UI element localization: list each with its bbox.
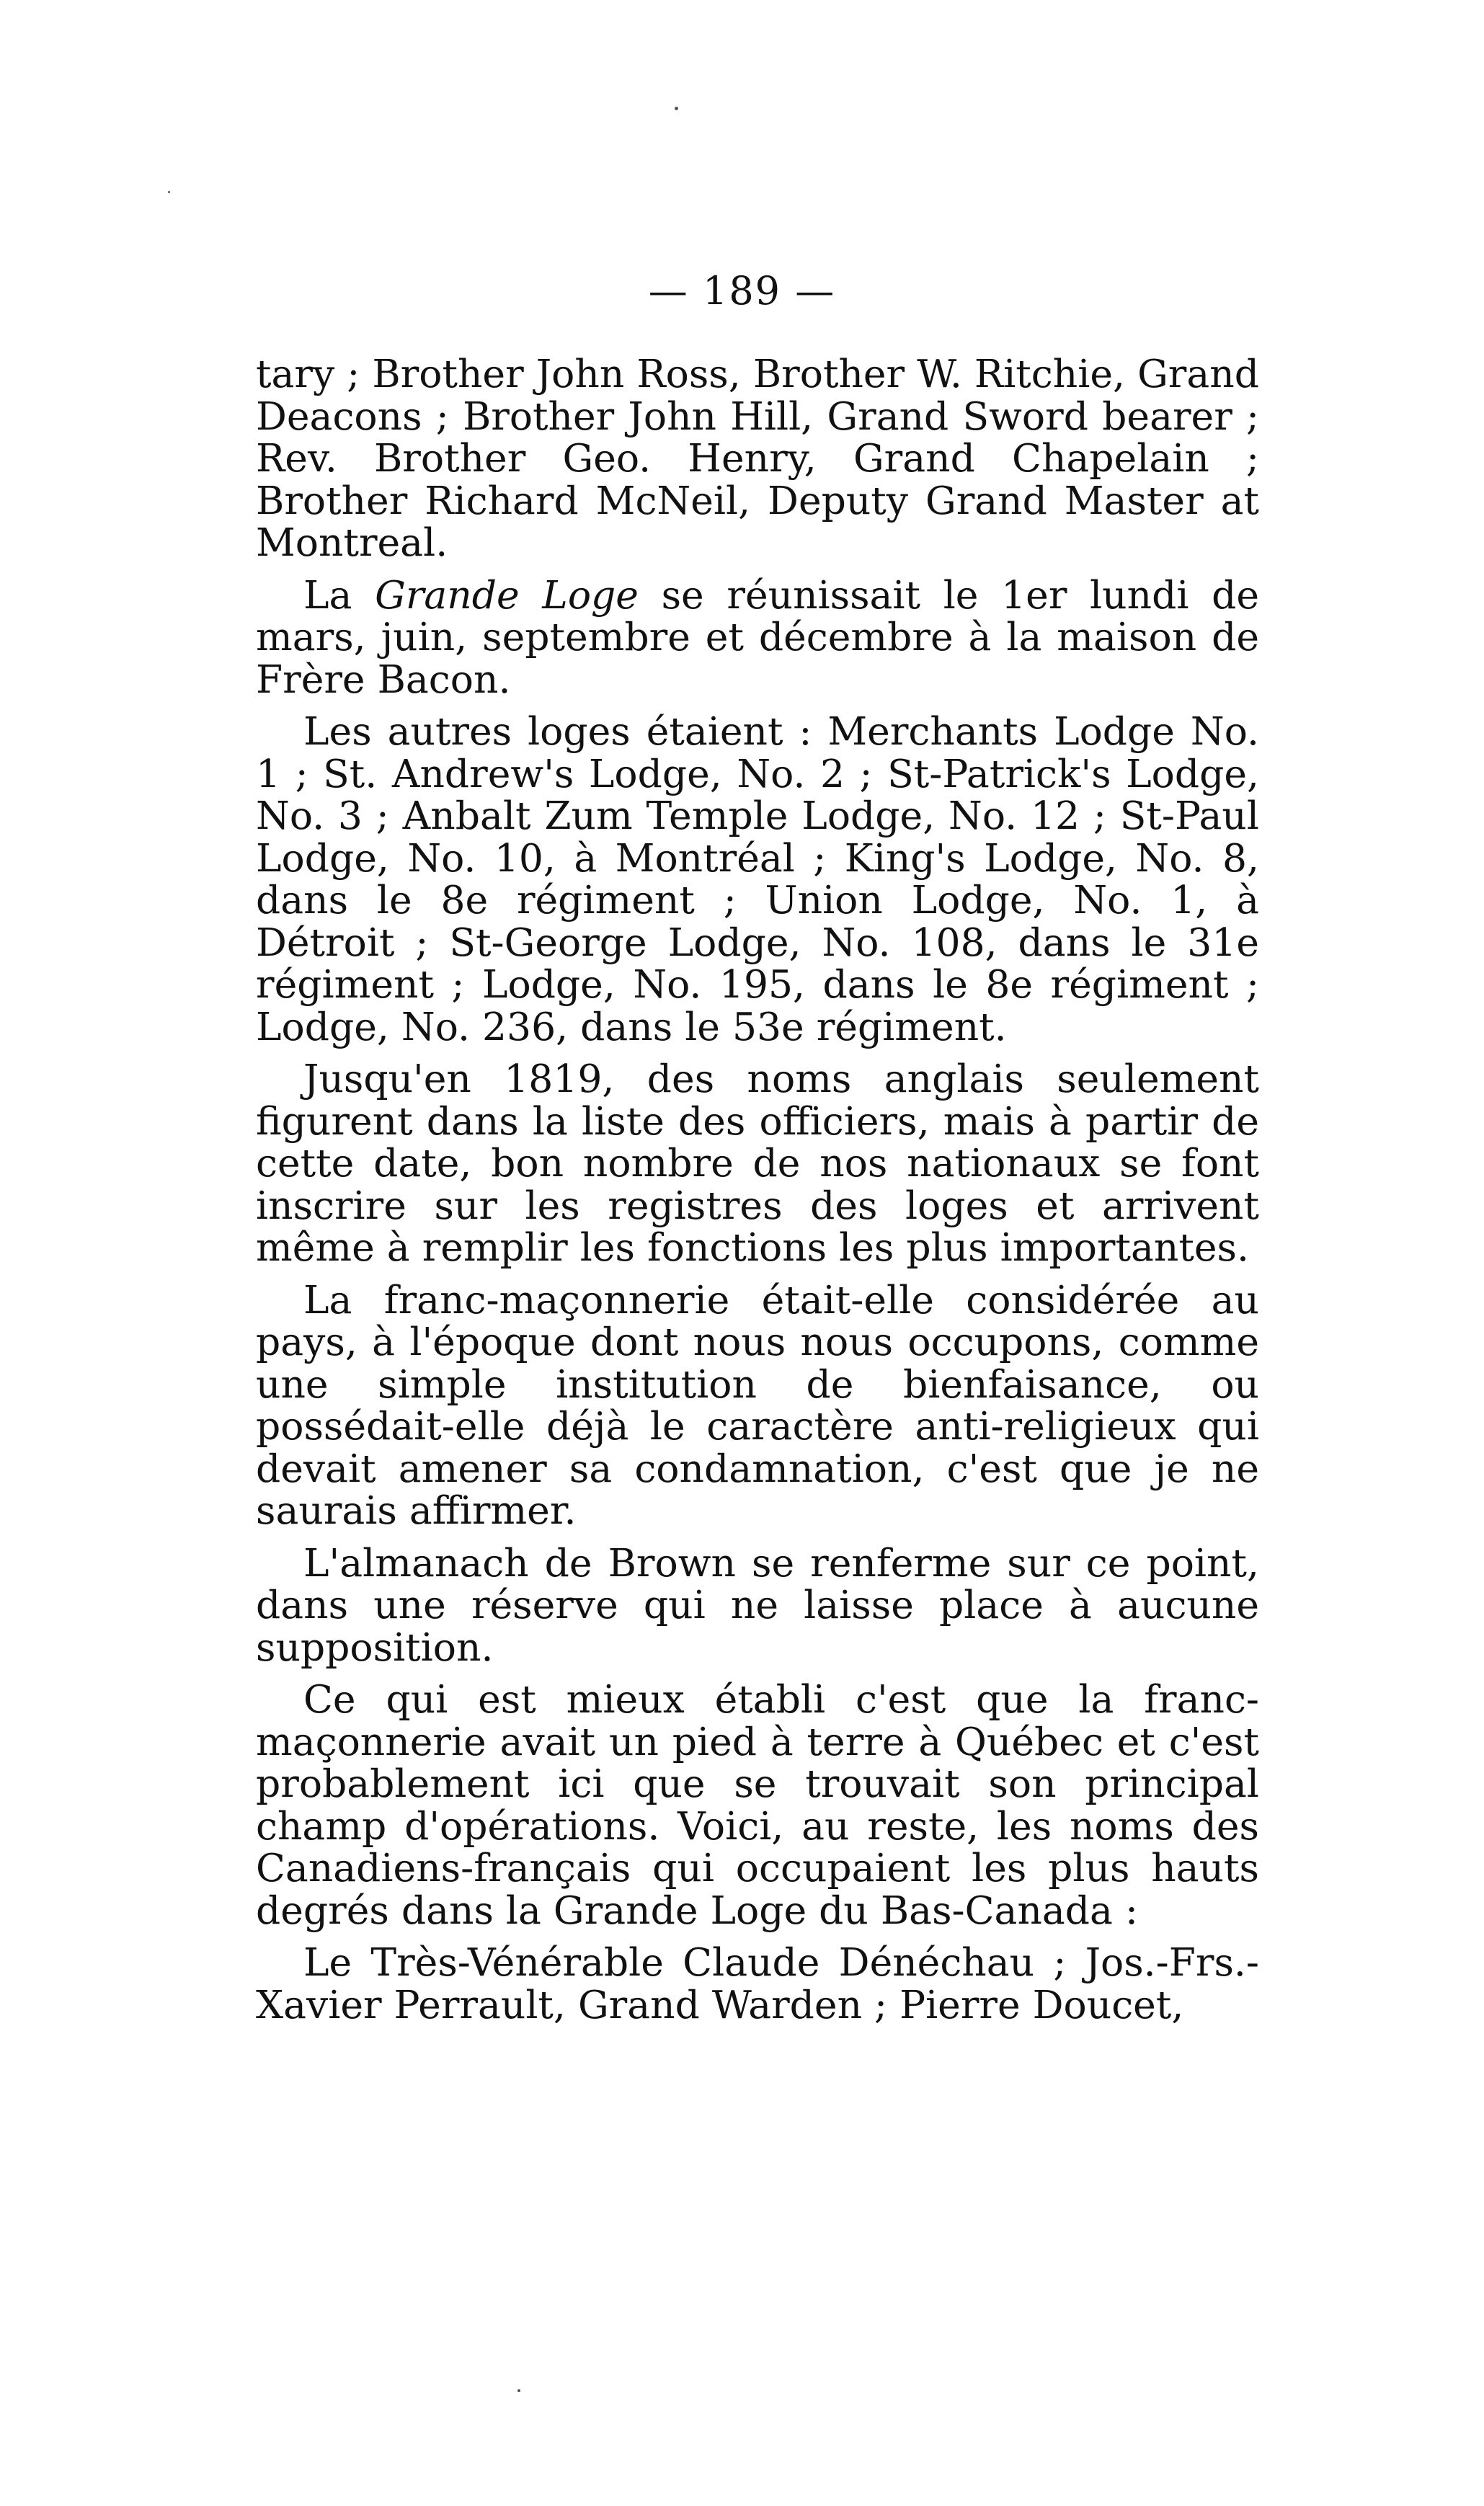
scan-speck (517, 2389, 520, 2392)
paragraph-p5 (256, 1276, 1259, 1533)
text-run: tary ; Brother John Ross, Brother W. Ritchie, Grand Deacons ; Brother John Hill, Grand Sword bearer ; Rev. Brother Geo. Henry, Grand Chapelain ; Brother Richard McNeil, Deputy Grand Master at Montreal. (256, 351, 1259, 565)
text-run: La franc-maçonnerie était-elle considérée au pays, à l'époque dont nous nous occupons, comme une simple institution de bienfaisance, ou possédait-elle déjà le caractère anti-religieux qui devait amener sa condamnation, c'est que je ne saurais affirmer. (256, 1276, 1259, 1533)
paragraph-p3 (256, 708, 1259, 1049)
paragraph-p4 (256, 1058, 1259, 1269)
text-run: Le Très-Vénérable Claude Dénéchau ; Jos.-Frs.-Xavier Perrault, Grand Warden ; Pierre Doucet, (256, 1940, 1259, 2027)
text-run: se réunissait le 1er lundi de mars, juin, septembre et décembre à la maison de Frère Bacon. (256, 572, 1259, 702)
paragraph-p2 (256, 574, 1259, 701)
page-number: — 189 — (648, 268, 836, 314)
text-run: La (303, 572, 376, 618)
text-run: Les autres loges étaient : Merchants Lodge No. 1 ; St. Andrew's Lodge, No. 2 ; St-Patrick's Lodge, No. 3 ; Anbalt Zum Temple Lodge, No. 12 ; St-Paul Lodge, No. 10, à Montréal ; King's Lodge, No. 8, dans le 8e régiment ; Union Lodge, No. 1, à Détroit ; St-George Lodge, No. 108, dans le 31e régiment ; Lodge, No. 195, dans le 8e régiment ; Lodge, No. 236, dans le 53e régiment. (256, 708, 1259, 1049)
paragraph-p6 (256, 1539, 1259, 1670)
paragraph-p7 (256, 1676, 1259, 1933)
body-text (256, 353, 1259, 2026)
text-run: Ce qui est mieux établi c'est que la franc-maçonnerie avait un pied à terre à Québec et c'est probablement ici que se trouvait son principal champ d'opérations. Voici, au reste, les noms des Canadiens-français qui occupaient les plus hauts degrés dans la Grande Loge du Bas-Canada : (256, 1676, 1259, 1933)
scan-speck (168, 191, 170, 193)
scan-speck (675, 107, 678, 110)
text-run: L'almanach de Brown se renferme sur ce point, dans une réserve qui ne laisse place à aucune supposition. (256, 1539, 1259, 1670)
paragraph-p1 (256, 353, 1259, 564)
italic-run: Grande Loge (375, 572, 639, 618)
text-run: Jusqu'en 1819, des noms anglais seulement figurent dans la liste des officiers, mais à partir de cette date, bon nombre de nos nationaux se font inscrire sur les registres des loges et arrivent même à remplir les fonctions les plus importantes. (256, 1056, 1259, 1270)
paragraph-p8 (256, 1942, 1259, 2026)
